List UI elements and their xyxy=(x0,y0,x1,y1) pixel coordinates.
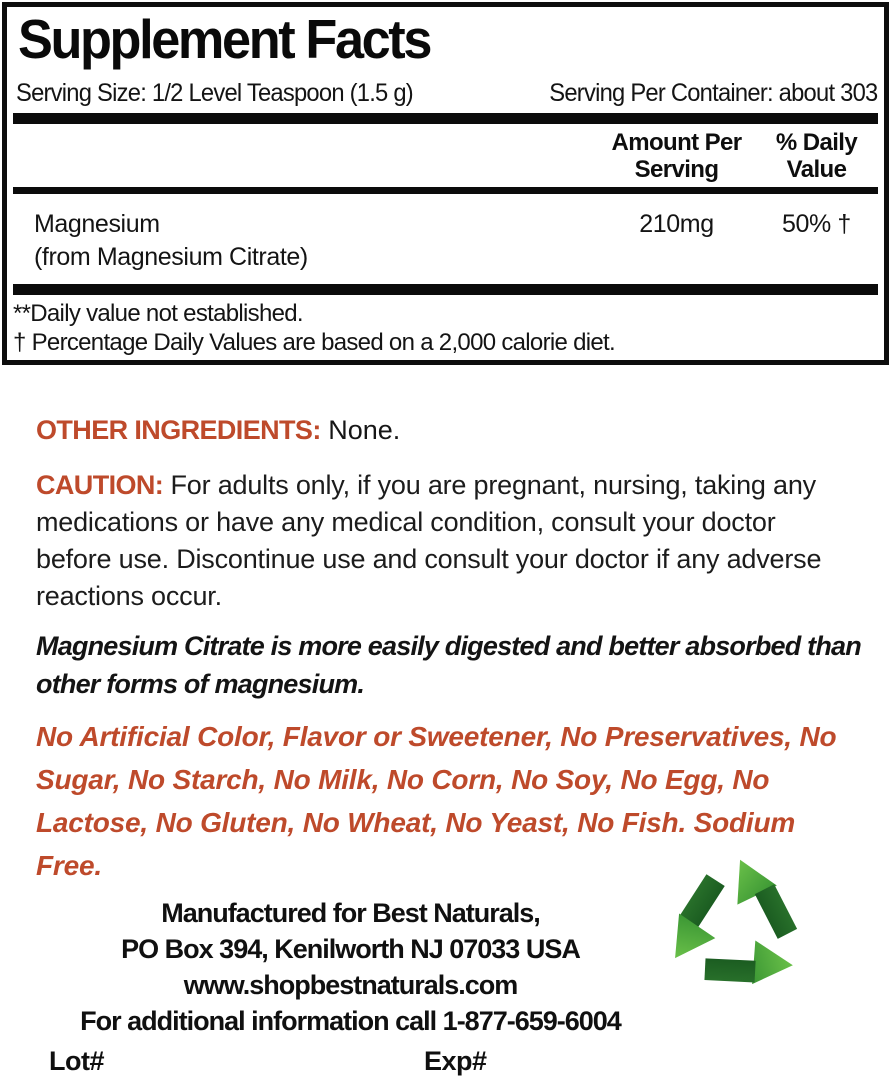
footnote-percent-dv: † Percentage Daily Values are based on a 2,000 calorie diet. xyxy=(13,329,615,356)
nutrient-amount: 210mg xyxy=(639,210,714,238)
lot-number-label: Lot# xyxy=(49,1046,104,1076)
manufacturer-website: www.shopbestnaturals.com xyxy=(183,970,518,1000)
caution-label: CAUTION: xyxy=(36,470,164,500)
recycle-icon xyxy=(668,854,804,996)
divider-bar-medium xyxy=(13,187,878,194)
other-ingredients xyxy=(36,413,858,447)
table-row xyxy=(12,194,879,284)
column-header-daily-value: % Daily Value xyxy=(775,129,858,183)
nutrient-daily-value: 50% † xyxy=(782,210,851,238)
free-of-statement: No Artificial Color, Flavor or Sweetener, No Preservatives, No Sugar, No Starch, No Milk, No Corn, No Soy, No Egg, No Lactose, No Gluten, No Wheat, No Yeast, No Fish. Sodium Free. xyxy=(36,721,837,881)
manufactured-for: Manufactured for Best Naturals, xyxy=(161,898,540,928)
serving-info-row xyxy=(16,79,877,107)
panel-title: Supplement Facts xyxy=(18,8,431,70)
exp-number-label: Exp# xyxy=(424,1046,487,1076)
column-header-amount: Amount Per Serving xyxy=(611,129,742,183)
footnotes xyxy=(13,299,879,357)
supplement-facts-panel xyxy=(2,2,889,365)
other-ingredients-value: None. xyxy=(328,415,401,445)
info-phone-line: For additional information call 1-877-659-6004 xyxy=(80,1006,621,1036)
serving-size: Serving Size: 1/2 Level Teaspoon (1.5 g) xyxy=(16,79,413,107)
column-header-row xyxy=(12,124,879,187)
footnote-daily-value: **Daily value not established. xyxy=(13,300,303,327)
divider-bar-thick-bottom xyxy=(13,284,878,295)
other-ingredients-label: OTHER INGREDIENTS: xyxy=(36,415,321,445)
caution-paragraph xyxy=(36,467,858,615)
manufacturer-address: PO Box 394, Kenilworth NJ 07033 USA xyxy=(121,934,580,964)
nutrient-name: Magnesium (from Magnesium Citrate) xyxy=(34,210,308,271)
absorption-claim: Magnesium Citrate is more easily digested and better absorbed than other forms of magnesium. xyxy=(36,631,861,699)
divider-bar-thick-top xyxy=(13,113,878,124)
lot-exp-row xyxy=(49,1046,652,1077)
manufacturer-block xyxy=(49,895,652,1039)
caution-text: For adults only, if you are pregnant, nursing, taking any medications or have any medical condition, consult your doctor before use. Discontinue use and consult your doctor if any adverse reactions occur. xyxy=(36,470,822,611)
servings-per-container: Serving Per Container: about 303 xyxy=(548,79,877,107)
